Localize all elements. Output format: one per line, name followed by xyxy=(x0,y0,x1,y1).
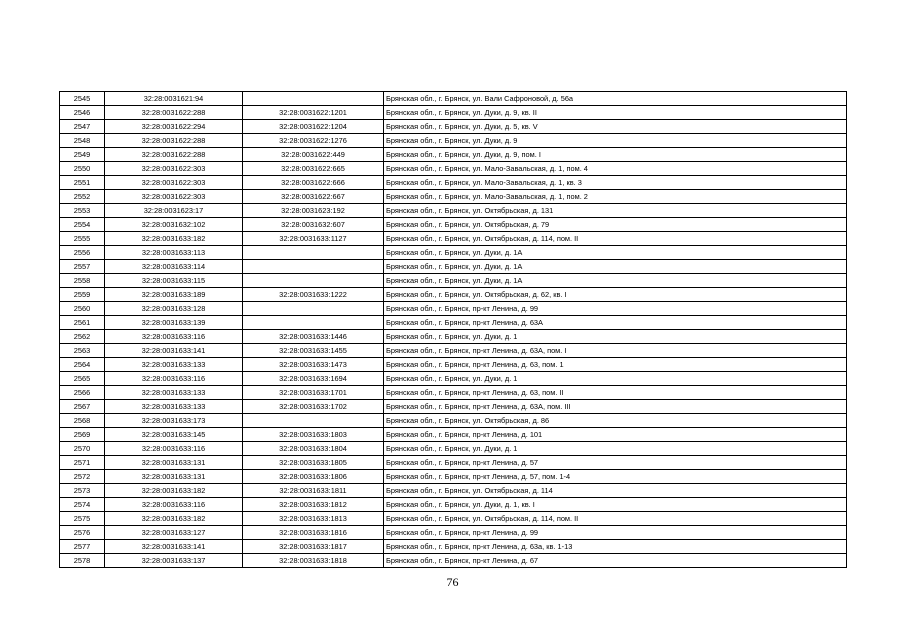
object-cadastral-number-cell: 32:28:0031633:1694 xyxy=(243,372,384,386)
table-row xyxy=(60,176,847,190)
parcel-cadastral-number-cell: 32:28:0031633:131 xyxy=(105,456,243,470)
table-row xyxy=(60,274,847,288)
parcel-cadastral-number-cell: 32:28:0031633:116 xyxy=(105,372,243,386)
table-row xyxy=(60,232,847,246)
table-row xyxy=(60,204,847,218)
parcel-cadastral-number-cell: 32:28:0031633:145 xyxy=(105,428,243,442)
parcel-cadastral-number-cell: 32:28:0031633:139 xyxy=(105,316,243,330)
object-cadastral-number-cell xyxy=(243,414,384,428)
object-cadastral-number-cell: 32:28:0031633:1818 xyxy=(243,554,384,568)
address-cell: Брянская обл., г. Брянск, ул. Октябрьская, д. 79 xyxy=(384,218,847,232)
table-row xyxy=(60,484,847,498)
row-number-cell: 2548 xyxy=(60,134,105,148)
address-cell: Брянская обл., г. Брянск, ул. Дуки, д. 9 xyxy=(384,134,847,148)
row-number-cell: 2551 xyxy=(60,176,105,190)
row-number-cell: 2578 xyxy=(60,554,105,568)
row-number-cell: 2573 xyxy=(60,484,105,498)
row-number-cell: 2574 xyxy=(60,498,105,512)
row-number-cell: 2547 xyxy=(60,120,105,134)
row-number-cell: 2552 xyxy=(60,190,105,204)
object-cadastral-number-cell: 32:28:0031633:1811 xyxy=(243,484,384,498)
parcel-cadastral-number-cell: 32:28:0031633:113 xyxy=(105,246,243,260)
object-cadastral-number-cell xyxy=(243,302,384,316)
parcel-cadastral-number-cell: 32:28:0031622:288 xyxy=(105,148,243,162)
row-number-cell: 2569 xyxy=(60,428,105,442)
row-number-cell: 2568 xyxy=(60,414,105,428)
object-cadastral-number-cell: 32:28:0031633:1701 xyxy=(243,386,384,400)
row-number-cell: 2565 xyxy=(60,372,105,386)
object-cadastral-number-cell: 32:28:0031633:1702 xyxy=(243,400,384,414)
row-number-cell: 2550 xyxy=(60,162,105,176)
object-cadastral-number-cell: 32:28:0031633:1455 xyxy=(243,344,384,358)
address-cell: Брянская обл., г. Брянск, пр-кт Ленина, д. 63А, пом. III xyxy=(384,400,847,414)
row-number-cell: 2555 xyxy=(60,232,105,246)
row-number-cell: 2564 xyxy=(60,358,105,372)
object-cadastral-number-cell: 32:28:0031633:1817 xyxy=(243,540,384,554)
object-cadastral-number-cell: 32:28:0031633:1804 xyxy=(243,442,384,456)
row-number-cell: 2553 xyxy=(60,204,105,218)
parcel-cadastral-number-cell: 32:28:0031633:182 xyxy=(105,232,243,246)
table-row xyxy=(60,120,847,134)
parcel-cadastral-number-cell: 32:28:0031633:116 xyxy=(105,442,243,456)
parcel-cadastral-number-cell: 32:28:0031623:17 xyxy=(105,204,243,218)
address-cell: Брянская обл., г. Брянск, ул. Октябрьская, д. 131 xyxy=(384,204,847,218)
table-row xyxy=(60,442,847,456)
address-cell: Брянская обл., г. Брянск, ул. Дуки, д. 1А xyxy=(384,246,847,260)
address-cell: Брянская обл., г. Брянск, пр-кт Ленина, д. 63А, пом. I xyxy=(384,344,847,358)
table-row xyxy=(60,148,847,162)
row-number-cell: 2575 xyxy=(60,512,105,526)
address-cell: Брянская обл., г. Брянск, пр-кт Ленина, д. 63а, кв. 1-13 xyxy=(384,540,847,554)
table-row xyxy=(60,470,847,484)
table-row xyxy=(60,190,847,204)
table-row xyxy=(60,554,847,568)
row-number-cell: 2556 xyxy=(60,246,105,260)
row-number-cell: 2567 xyxy=(60,400,105,414)
object-cadastral-number-cell: 32:28:0031622:1201 xyxy=(243,106,384,120)
row-number-cell: 2572 xyxy=(60,470,105,484)
parcel-cadastral-number-cell: 32:28:0031633:189 xyxy=(105,288,243,302)
table-row xyxy=(60,302,847,316)
parcel-cadastral-number-cell: 32:28:0031633:116 xyxy=(105,498,243,512)
object-cadastral-number-cell: 32:28:0031622:665 xyxy=(243,162,384,176)
parcel-cadastral-number-cell: 32:28:0031633:114 xyxy=(105,260,243,274)
row-number-cell: 2545 xyxy=(60,92,105,106)
row-number-cell: 2559 xyxy=(60,288,105,302)
object-cadastral-number-cell: 32:28:0031633:1473 xyxy=(243,358,384,372)
table-row xyxy=(60,260,847,274)
object-cadastral-number-cell: 32:28:0031633:1805 xyxy=(243,456,384,470)
address-cell: Брянская обл., г. Брянск, ул. Дуки, д. 1 xyxy=(384,442,847,456)
row-number-cell: 2566 xyxy=(60,386,105,400)
object-cadastral-number-cell xyxy=(243,260,384,274)
address-cell: Брянская обл., г. Брянск, ул. Мало-Завальская, д. 1, пом. 4 xyxy=(384,162,847,176)
row-number-cell: 2576 xyxy=(60,526,105,540)
object-cadastral-number-cell: 32:28:0031633:1812 xyxy=(243,498,384,512)
parcel-cadastral-number-cell: 32:28:0031633:141 xyxy=(105,540,243,554)
address-cell: Брянская обл., г. Брянск, ул. Дуки, д. 9, пом. I xyxy=(384,148,847,162)
table-row xyxy=(60,540,847,554)
address-cell: Брянская обл., г. Брянск, пр-кт Ленина, д. 63, пом. II xyxy=(384,386,847,400)
object-cadastral-number-cell: 32:28:0031632:607 xyxy=(243,218,384,232)
parcel-cadastral-number-cell: 32:28:0031633:116 xyxy=(105,330,243,344)
address-cell: Брянская обл., г. Брянск, ул. Мало-Завальская, д. 1, кв. 3 xyxy=(384,176,847,190)
registry-table-body xyxy=(60,92,847,568)
table-row xyxy=(60,400,847,414)
address-cell: Брянская обл., г. Брянск, пр-кт Ленина, д. 67 xyxy=(384,554,847,568)
object-cadastral-number-cell xyxy=(243,92,384,106)
address-cell: Брянская обл., г. Брянск, пр-кт Ленина, д. 63А xyxy=(384,316,847,330)
object-cadastral-number-cell: 32:28:0031623:192 xyxy=(243,204,384,218)
address-cell: Брянская обл., г. Брянск, пр-кт Ленина, д. 63, пом. 1 xyxy=(384,358,847,372)
address-cell: Брянская обл., г. Брянск, ул. Октябрьская, д. 86 xyxy=(384,414,847,428)
table-row xyxy=(60,92,847,106)
row-number-cell: 2546 xyxy=(60,106,105,120)
parcel-cadastral-number-cell: 32:28:0031633:182 xyxy=(105,484,243,498)
address-cell: Брянская обл., г. Брянск, пр-кт Ленина, д. 57, пом. 1-4 xyxy=(384,470,847,484)
address-cell: Брянская обл., г. Брянск, ул. Октябрьская, д. 114, пом. II xyxy=(384,512,847,526)
property-registry-table xyxy=(59,91,847,568)
object-cadastral-number-cell xyxy=(243,274,384,288)
table-row xyxy=(60,456,847,470)
table-row xyxy=(60,428,847,442)
parcel-cadastral-number-cell: 32:28:0031633:137 xyxy=(105,554,243,568)
object-cadastral-number-cell: 32:28:0031633:1127 xyxy=(243,232,384,246)
parcel-cadastral-number-cell: 32:28:0031633:173 xyxy=(105,414,243,428)
row-number-cell: 2561 xyxy=(60,316,105,330)
object-cadastral-number-cell: 32:28:0031633:1806 xyxy=(243,470,384,484)
table-row xyxy=(60,386,847,400)
address-cell: Брянская обл., г. Брянск, пр-кт Ленина, д. 57 xyxy=(384,456,847,470)
object-cadastral-number-cell: 32:28:0031622:1276 xyxy=(243,134,384,148)
parcel-cadastral-number-cell: 32:28:0031622:303 xyxy=(105,162,243,176)
row-number-cell: 2557 xyxy=(60,260,105,274)
object-cadastral-number-cell: 32:28:0031633:1803 xyxy=(243,428,384,442)
parcel-cadastral-number-cell: 32:28:0031633:141 xyxy=(105,344,243,358)
parcel-cadastral-number-cell: 32:28:0031633:115 xyxy=(105,274,243,288)
row-number-cell: 2554 xyxy=(60,218,105,232)
row-number-cell: 2558 xyxy=(60,274,105,288)
parcel-cadastral-number-cell: 32:28:0031622:303 xyxy=(105,176,243,190)
table-row xyxy=(60,512,847,526)
parcel-cadastral-number-cell: 32:28:0031622:294 xyxy=(105,120,243,134)
parcel-cadastral-number-cell: 32:28:0031633:133 xyxy=(105,386,243,400)
row-number-cell: 2560 xyxy=(60,302,105,316)
table-row xyxy=(60,498,847,512)
table-row xyxy=(60,288,847,302)
parcel-cadastral-number-cell: 32:28:0031632:102 xyxy=(105,218,243,232)
address-cell: Брянская обл., г. Брянск, ул. Октябрьская, д. 114 xyxy=(384,484,847,498)
address-cell: Брянская обл., г. Брянск, ул. Вали Сафроновой, д. 56а xyxy=(384,92,847,106)
address-cell: Брянская обл., г. Брянск, ул. Дуки, д. 1 xyxy=(384,330,847,344)
object-cadastral-number-cell xyxy=(243,316,384,330)
parcel-cadastral-number-cell: 32:28:0031622:288 xyxy=(105,106,243,120)
address-cell: Брянская обл., г. Брянск, ул. Октябрьская, д. 62, кв. I xyxy=(384,288,847,302)
object-cadastral-number-cell: 32:28:0031633:1446 xyxy=(243,330,384,344)
address-cell: Брянская обл., г. Брянск, пр-кт Ленина, д. 99 xyxy=(384,302,847,316)
row-number-cell: 2577 xyxy=(60,540,105,554)
row-number-cell: 2549 xyxy=(60,148,105,162)
table-row xyxy=(60,330,847,344)
address-cell: Брянская обл., г. Брянск, ул. Дуки, д. 1, кв. I xyxy=(384,498,847,512)
row-number-cell: 2562 xyxy=(60,330,105,344)
parcel-cadastral-number-cell: 32:28:0031633:133 xyxy=(105,358,243,372)
table-row xyxy=(60,134,847,148)
table-row xyxy=(60,106,847,120)
parcel-cadastral-number-cell: 32:28:0031621:94 xyxy=(105,92,243,106)
parcel-cadastral-number-cell: 32:28:0031633:133 xyxy=(105,400,243,414)
address-cell: Брянская обл., г. Брянск, ул. Дуки, д. 1А xyxy=(384,260,847,274)
parcel-cadastral-number-cell: 32:28:0031622:303 xyxy=(105,190,243,204)
parcel-cadastral-number-cell: 32:28:0031633:128 xyxy=(105,302,243,316)
address-cell: Брянская обл., г. Брянск, ул. Дуки, д. 9, кв. II xyxy=(384,106,847,120)
table-row xyxy=(60,218,847,232)
object-cadastral-number-cell: 32:28:0031622:449 xyxy=(243,148,384,162)
table-row xyxy=(60,526,847,540)
address-cell: Брянская обл., г. Брянск, ул. Дуки, д. 1А xyxy=(384,274,847,288)
table-row xyxy=(60,246,847,260)
object-cadastral-number-cell: 32:28:0031633:1813 xyxy=(243,512,384,526)
row-number-cell: 2563 xyxy=(60,344,105,358)
table-row xyxy=(60,344,847,358)
object-cadastral-number-cell: 32:28:0031622:1204 xyxy=(243,120,384,134)
address-cell: Брянская обл., г. Брянск, ул. Октябрьская, д. 114, пом. II xyxy=(384,232,847,246)
page-number: 76 xyxy=(446,575,459,589)
parcel-cadastral-number-cell: 32:28:0031622:288 xyxy=(105,134,243,148)
row-number-cell: 2571 xyxy=(60,456,105,470)
table-row xyxy=(60,316,847,330)
address-cell: Брянская обл., г. Брянск, ул. Мало-Завальская, д. 1, пом. 2 xyxy=(384,190,847,204)
address-cell: Брянская обл., г. Брянск, пр-кт Ленина, д. 99 xyxy=(384,526,847,540)
object-cadastral-number-cell xyxy=(243,246,384,260)
table-row xyxy=(60,162,847,176)
table-row xyxy=(60,358,847,372)
row-number-cell: 2570 xyxy=(60,442,105,456)
object-cadastral-number-cell: 32:28:0031622:667 xyxy=(243,190,384,204)
object-cadastral-number-cell: 32:28:0031633:1816 xyxy=(243,526,384,540)
parcel-cadastral-number-cell: 32:28:0031633:131 xyxy=(105,470,243,484)
address-cell: Брянская обл., г. Брянск, ул. Дуки, д. 1 xyxy=(384,372,847,386)
object-cadastral-number-cell: 32:28:0031633:1222 xyxy=(243,288,384,302)
table-row xyxy=(60,414,847,428)
parcel-cadastral-number-cell: 32:28:0031633:182 xyxy=(105,512,243,526)
address-cell: Брянская обл., г. Брянск, пр-кт Ленина, д. 101 xyxy=(384,428,847,442)
object-cadastral-number-cell: 32:28:0031622:666 xyxy=(243,176,384,190)
parcel-cadastral-number-cell: 32:28:0031633:127 xyxy=(105,526,243,540)
table-row xyxy=(60,372,847,386)
address-cell: Брянская обл., г. Брянск, ул. Дуки, д. 5, кв. V xyxy=(384,120,847,134)
